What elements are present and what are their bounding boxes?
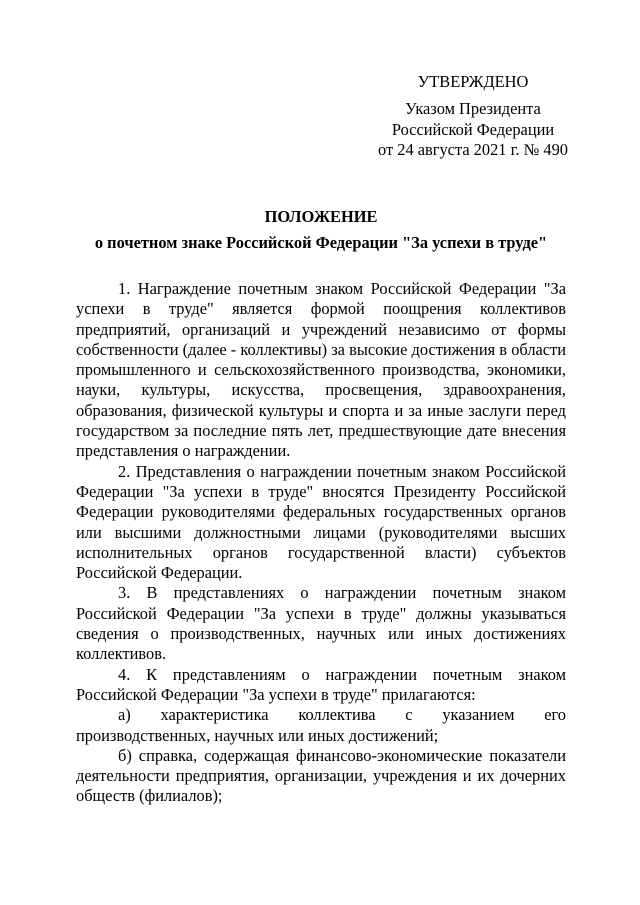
document-title: ПОЛОЖЕНИЕ: [264, 207, 378, 226]
approval-line-3: от 24 августа 2021 г. № 490: [378, 140, 568, 159]
approval-line-1: Указом Президента: [405, 99, 541, 118]
document-subtitle: о почетном знаке Российской Федерации "За успехи в труде": [94, 232, 548, 252]
paragraph-4a: а) характеристика коллектива с указанием его производственных, научных или иных достижений;: [76, 705, 566, 745]
approval-stamp: УТВЕРЖДЕНО: [417, 72, 529, 91]
paragraph-3: 3. В представлениях о награждении почетным знаком Российской Федерации "За успехи в труде" должны указываться сведения о производственных, научных или иных достижениях коллективов.: [76, 583, 566, 664]
approval-block: [360, 72, 586, 161]
paragraph-1: 1. Награждение почетным знаком Российской Федерации "За успехи в труде" является формой поощрения коллективов предприятий, организаций и учреждений независимо от формы собственности (далее - коллективы) за высокие достижения в области промышленного и сельскохозяйственного производства, экономики, науки, культуры, искусства, просвещения, здравоохранения, образования, физической культуры и спорта и за иные заслуги перед государством за последние пять лет, предшествующие дате внесения представления о награждении.: [76, 279, 566, 461]
paragraph-4b: б) справка, содержащая финансово-экономические показатели деятельности предприятия, организации, учреждения и их дочерних обществ (филиалов);: [76, 745, 566, 806]
paragraph-2: 2. Представления о награждении почетным знаком Российской Федерации "За успехи в труде" вносятся Президенту Российской Федерации руководителями федеральных государственных органов или высшими должностными лицами (руководителями высших исполнительных органов государственной власти) субъектов Российской Федерации.: [76, 461, 566, 583]
document-heading: [76, 207, 566, 253]
approval-line-2: Российской Федерации: [391, 119, 555, 139]
paragraph-4: 4. К представлениям о награждении почетным знаком Российской Федерации "За успехи в труде" прилагаются:: [76, 664, 566, 704]
document-body: [76, 279, 566, 807]
